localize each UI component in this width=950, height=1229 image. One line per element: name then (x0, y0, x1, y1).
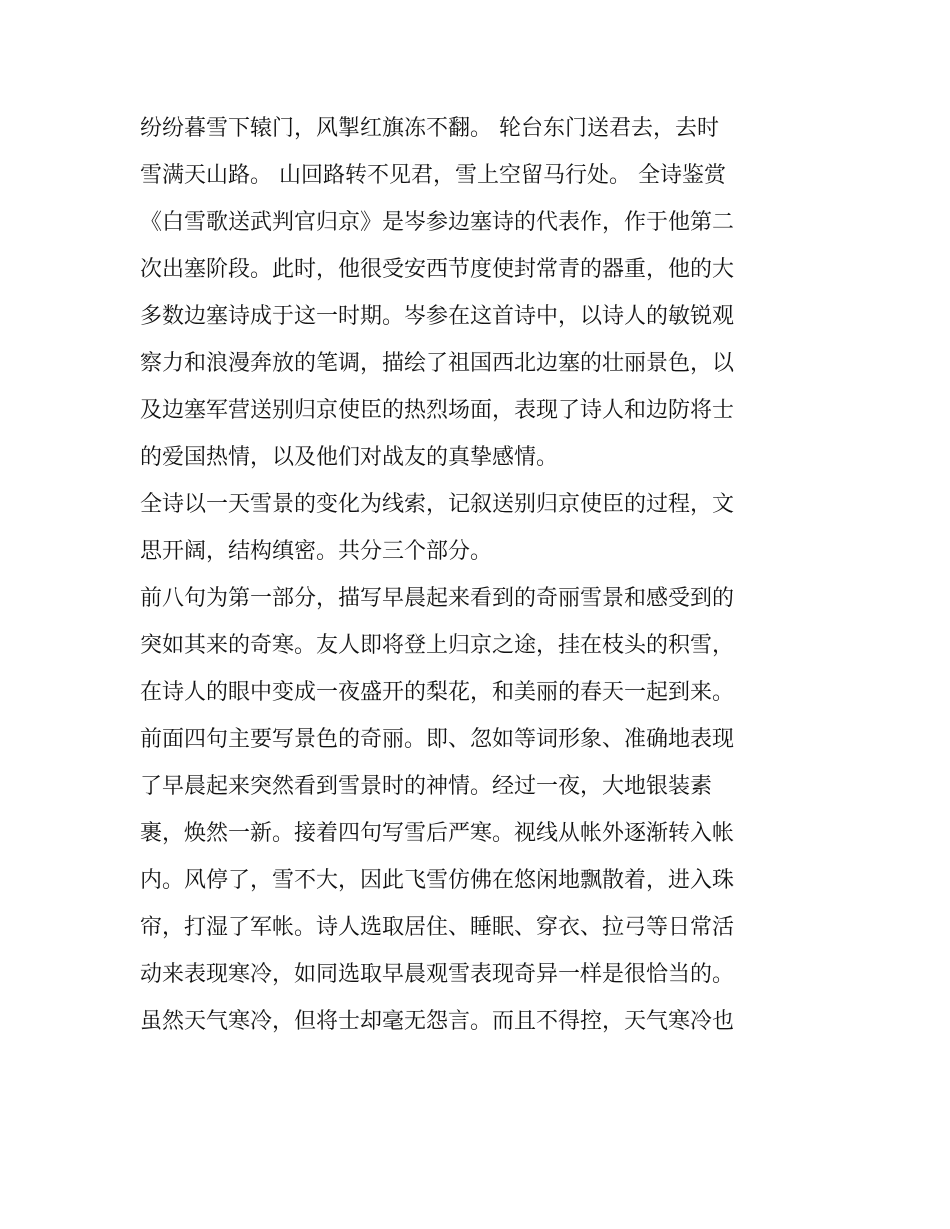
text-line: 前面四句主要写景色的奇丽。即、忽如等词形象、准确地表现 (140, 727, 735, 752)
text-line: 及边塞军营送别归京使臣的热烈场面，表现了诗人和边防将士 (140, 398, 735, 423)
text-line: 多数边塞诗成于这一时期。岑参在这首诗中，以诗人的敏锐观 (140, 304, 735, 329)
text-line: 《白雪歌送武判官归京》是岑参边塞诗的代表作，作于他第二 (140, 210, 735, 235)
text-line: 虽然天气寒冷，但将士却毫无怨言。而且不得控，天气寒冷也 (140, 1009, 735, 1034)
text-line: 裹，焕然一新。接着四句写雪后严寒。视线从帐外逐渐转入帐 (140, 821, 735, 846)
text-line: 思开阔，结构缜密。共分三个部分。 (140, 539, 493, 564)
text-line: 了早晨起来突然看到雪景时的神情。经过一夜，大地银装素 (140, 774, 713, 799)
text-line: 在诗人的眼中变成一夜盛开的梨花，和美丽的春天一起到来。 (140, 680, 735, 705)
text-line: 突如其来的奇寒。友人即将登上归京之途，挂在枝头的积雪， (140, 633, 735, 658)
text-line: 前八句为第一部分，描写早晨起来看到的奇丽雪景和感受到的 (140, 586, 735, 611)
text-line: 察力和浪漫奔放的笔调，描绘了祖国西北边塞的壮丽景色，以 (140, 351, 735, 376)
text-line: 动来表现寒冷，如同选取早晨观雪表现奇异一样是很恰当的。 (140, 962, 735, 987)
text-line: 雪满天山路。 山回路转不见君，雪上空留马行处。 全诗鉴赏 (140, 163, 726, 188)
text-line: 全诗以一天雪景的变化为线索，记叙送别归京使臣的过程，文 (140, 492, 735, 517)
text-line: 的爱国热情，以及他们对战友的真挚感情。 (140, 445, 559, 470)
document-body (140, 105, 820, 1045)
text-line: 内。风停了，雪不大，因此飞雪仿佛在悠闲地飘散着，进入珠 (140, 868, 735, 893)
text-line: 帘，打湿了军帐。诗人选取居住、睡眠、穿衣、拉弓等日常活 (140, 915, 735, 940)
text-line: 纷纷暮雪下辕门，风掣红旗冻不翻。 轮台东门送君去，去时 (140, 116, 719, 141)
text-line: 次出塞阶段。此时，他很受安西节度使封常青的器重，他的大 (140, 257, 735, 282)
